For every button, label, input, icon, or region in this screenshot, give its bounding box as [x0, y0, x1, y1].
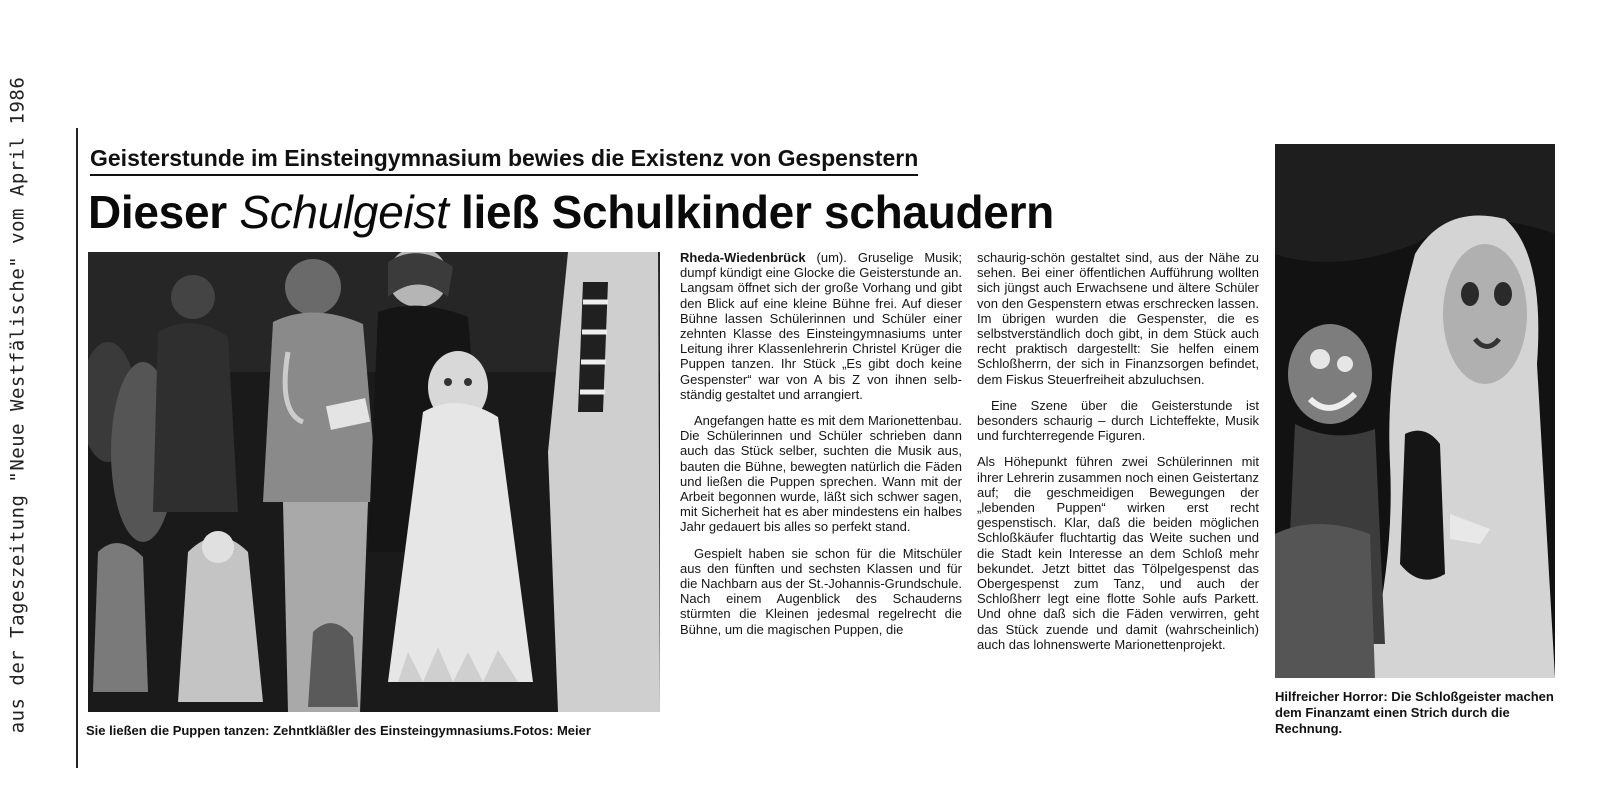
castle-ghosts-photo	[1275, 144, 1555, 678]
left-photo-caption: Sie ließen die Puppen tanzen: Zehntkläßler des Einsteingymnasiums.Fotos: Meier	[86, 723, 591, 738]
paragraph-2: Angefangen hatte es mit dem Marionettenbau. Die Schülerinnen und Schüler schrieben dann auch das Stück selber, suchten die Musik aus, bauten die Bühne, bewegten natürlich die Fäden und ließen die Puppen sprechen. Wann mit der Arbeit begonnen wurde, läßt sich schwer sagen, mit Sicherheit hat es aber mindestens ein halbes Jahr gedauert bis alles so perfekt stand.	[680, 413, 962, 535]
paragraph-5: Eine Szene über die Geisterstunde ist besonders schaurig – durch Lichteffekte, Musik und furchterregende Figuren.	[977, 397, 1259, 444]
archive-source-text: aus der Tageszeitung "Neue Westfälische" vom April 1986	[6, 76, 28, 734]
headline-part-2: ließ Schulkinder schaudern	[448, 186, 1054, 238]
article-headline	[88, 185, 1054, 239]
article-kicker: Geisterstunde im Einsteingymnasium bewies die Existenz von Gespenstern	[90, 145, 918, 176]
article-column-2	[977, 250, 1259, 663]
article-column-1	[680, 250, 962, 648]
paragraph-1	[680, 250, 962, 402]
archive-source-note	[2, 0, 32, 810]
paragraph-4: schaurig-schön gestaltet sind, aus der Nähe zu sehen. Bei einer öffentlichen Aufführung wollten sich jüngst auch Erwachsene und ältere Schüler von den Gespenstern etwas erschrecken lassen. Im übrigen wurden die Gespenster, die es selbstverständlich doch gibt, in dem Stück auch recht praktisch dargestellt: Sie helfen einem Schloßherrn, der sich in Finanzsorgen befindet, dem Fiskus Steuerfreiheit abzuluchsen.	[977, 250, 1259, 387]
headline-italic-word: Schulgeist	[239, 186, 449, 238]
paragraph-3: Gespielt haben sie schon für die Mitschüler aus den fünften und sechsten Klassen und für die Nachbarn aus der St.-Johannis-Grundschule. Nach einem Augenblick des Schauderns stürmten die Kleinen jedesmal regelrecht die Bühne, um die magischen Puppen, die	[680, 545, 962, 637]
dateline: Rheda-Wiedenbrück	[680, 250, 806, 265]
margin-rule	[76, 128, 78, 768]
paragraph-6: Als Höhepunkt führen zwei Schülerinnen mit ihrer Lehrerin zusammen noch einen Geistertanz auf; die geschmeidigen Bewegungen der „lebenden Puppen“ wirken erst recht gespenstisch. Klar, daß die beiden möglichen Schloßkäufer fluchtartig das Weite suchen und die Stadt kein Interesse an dem Schloß mehr bekundet. Jetzt bittet das Tölpelgespenst das Obergespenst zum Tanz, und auch der Schloßherr legt eine flotte Sohle aufs Parkett. Und ohne daß sich die Fäden verwirren, geht das Stück zuende und damit (wahrscheinlich) auch das lohnenswerte Marionettenprojekt.	[977, 454, 1259, 652]
paragraph-1-text: (um). Gruselige Musik; dumpf kündigt eine Glocke die Geisterstunde an. Langsam öffnet sich der große Vorhang und gibt den Blick auf eine kleine Bühne frei. Auf dieser Bühne lassen Schülerinnen und Schüler einer zehnten Klasse des Einsteingymnasiums unter Leitung ihrer Klassenlehrerin Christel Krüger die Puppen tanzen. Ihr Stück „Es gibt doch keine Gespenster“ war von A bis Z von ihnen selbständig gestaltet und arrangiert.	[680, 250, 962, 402]
headline-part-1: Dieser	[88, 186, 240, 238]
puppet-students-photo	[88, 252, 660, 712]
right-photo-caption: Hilfreicher Horror: Die Schloßgeister machen dem Finanzamt einen Strich durch die Rechnung.	[1275, 689, 1554, 736]
